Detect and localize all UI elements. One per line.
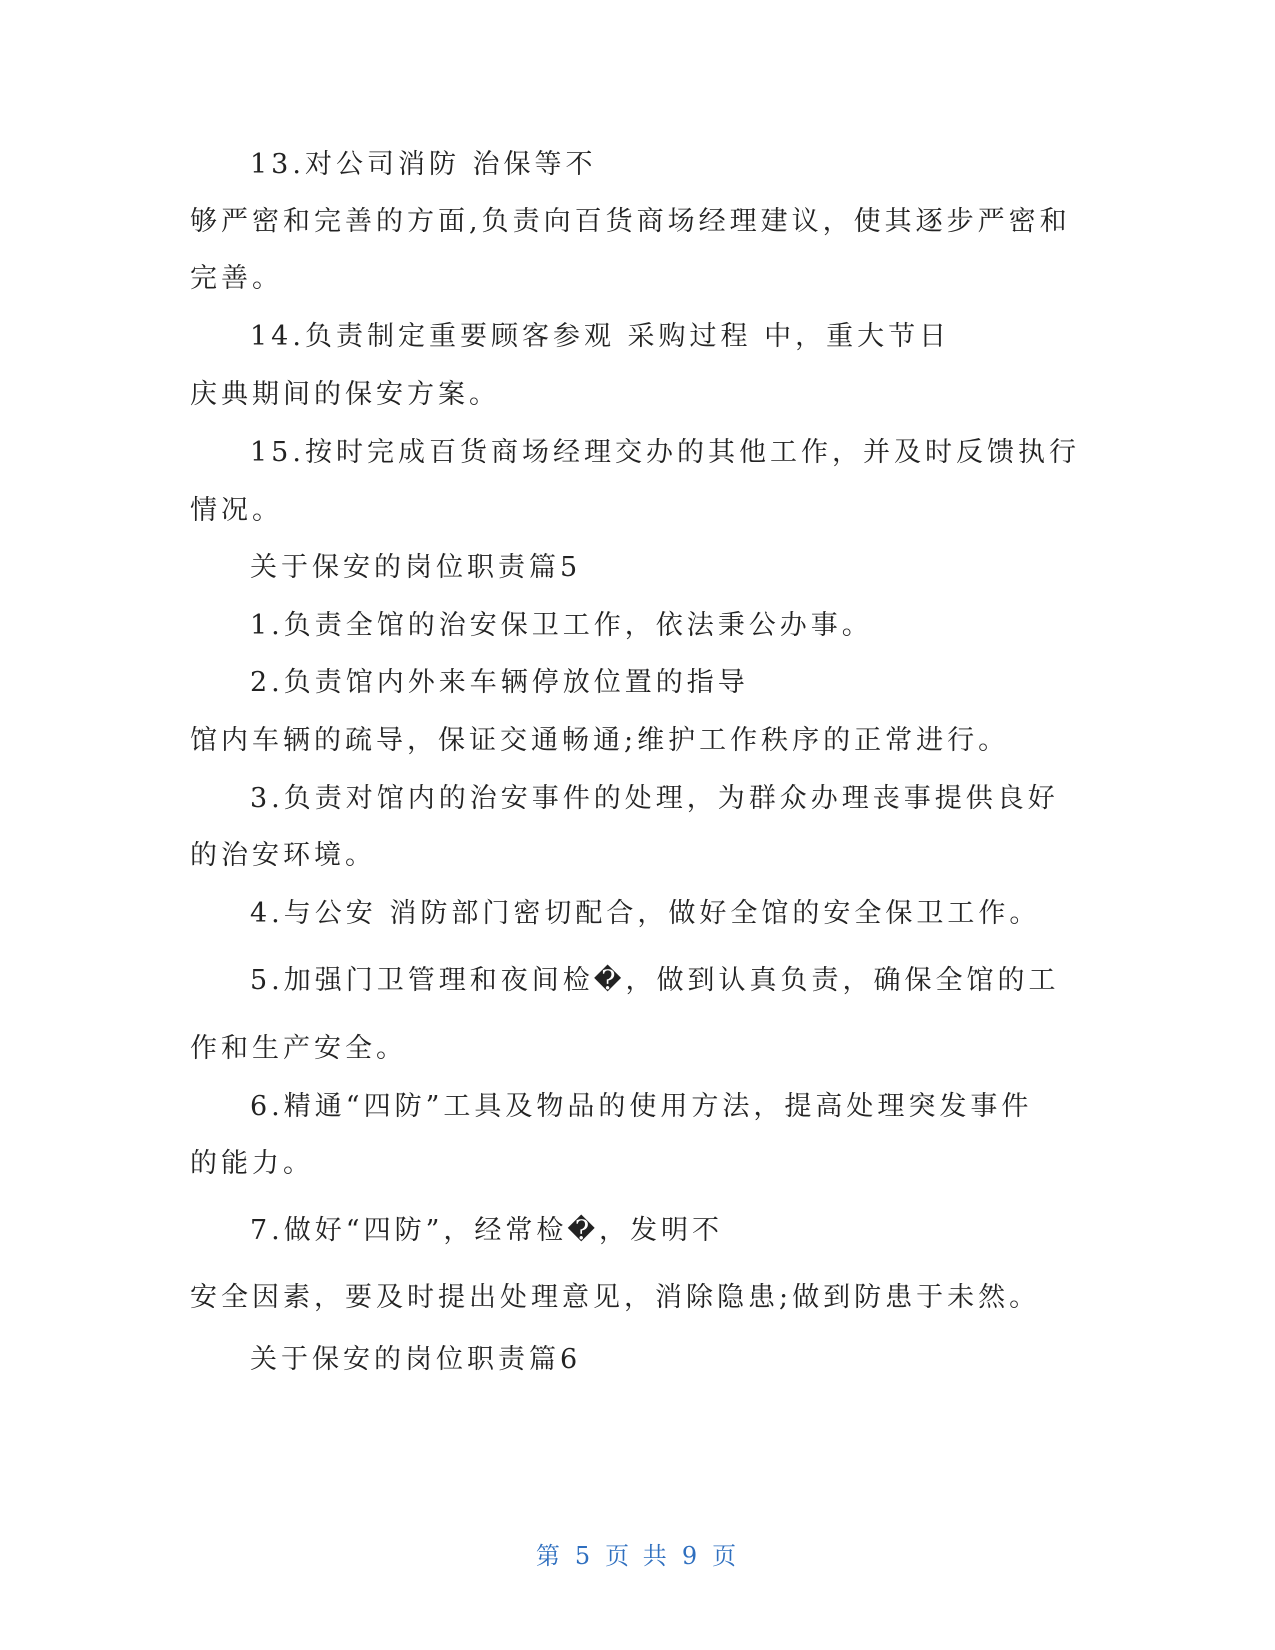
text-line: 5.加强门卫管理和夜间检�，做到认真负责，确保全馆的工 <box>250 965 1060 996</box>
text-line: 的治安环境。 <box>190 840 376 871</box>
text-line: 安全因素，要及时提出处理意见，消除隐患;做到防患于未然。 <box>190 1282 1041 1313</box>
text-line: 作和生产安全。 <box>190 1033 407 1064</box>
page-number-total: 9 <box>681 1542 701 1570</box>
page-label-prefix: 第 <box>535 1542 563 1570</box>
text-line: 庆典期间的保安方案。 <box>190 379 500 410</box>
text-line: 的能力。 <box>190 1148 314 1179</box>
text-line: 情况。 <box>190 495 283 526</box>
text-line: 6.精通“四防”工具及物品的使用方法，提高处理突发事件 <box>250 1091 1033 1122</box>
text-line: 够严密和完善的方面,负责向百货商场经理建议，使其逐步严密和 <box>190 206 1071 237</box>
text-line: 4.与公安 消防部门密切配合，做好全馆的安全保卫工作。 <box>250 898 1041 929</box>
text-line: 2.负责馆内外来车辆停放位置的指导 <box>250 667 749 698</box>
section-heading: 关于保安的岗位职责篇5 <box>250 552 582 583</box>
text-line: 馆内车辆的疏导，保证交通畅通;维护工作秩序的正常进行。 <box>190 725 1010 756</box>
page-number-current: 5 <box>574 1542 594 1570</box>
text-line: 13.对公司消防 治保等不 <box>250 149 597 180</box>
text-line: 7.做好“四防”，经常检�，发明不 <box>250 1215 724 1246</box>
text-line: 14.负责制定重要顾客参观 采购过程 中，重大节日 <box>250 321 951 352</box>
text-line: 1.负责全馆的治安保卫工作，依法秉公办事。 <box>250 610 873 641</box>
page-label-suffix: 页 <box>712 1542 740 1570</box>
text-line: 完善。 <box>190 263 283 294</box>
text-line: 15.按时完成百货商场经理交办的其他工作，并及时反馈执行 <box>250 437 1080 468</box>
page-footer <box>0 1541 1275 1571</box>
text-line: 3.负责对馆内的治安事件的处理，为群众办理丧事提供良好 <box>250 783 1059 814</box>
page-label-mid: 页 共 <box>605 1542 670 1570</box>
section-heading: 关于保安的岗位职责篇6 <box>250 1344 582 1375</box>
